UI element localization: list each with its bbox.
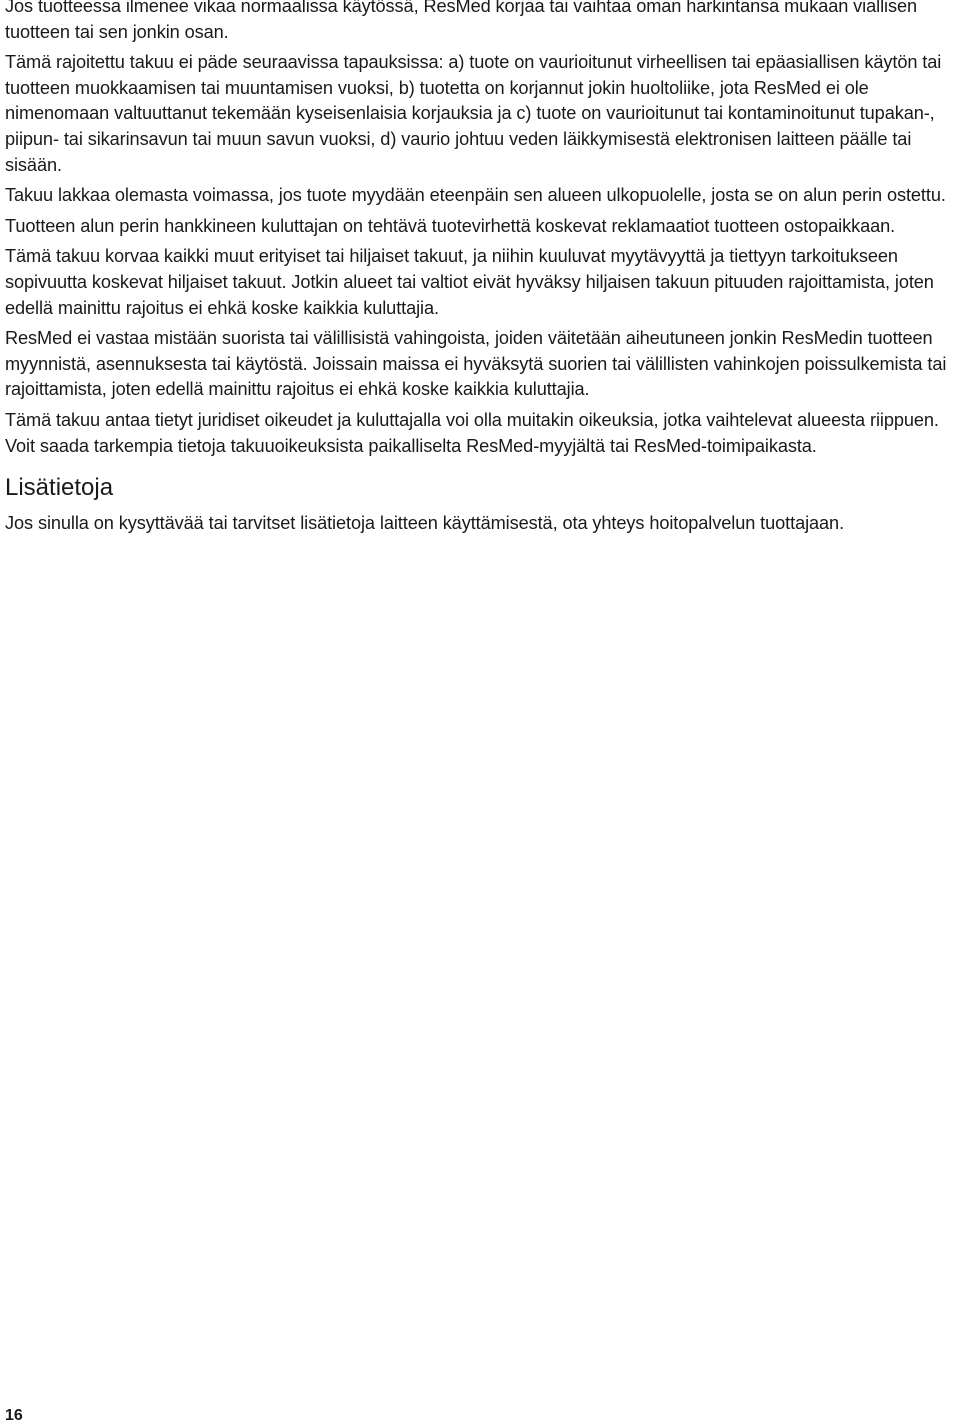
paragraph-implied-warranties: Tämä takuu korvaa kaikki muut erityiset tai hiljaiset takuut, ja niihin kuuluvat myytävyyttä ja tiettyyn tarkoitukseen sopivuutta koskevat hiljaiset takuut. Jotkin alueet tai valtiot eivät hyväksy hiljaisen takuun pituuden rajoittamista, joten edellä mainittu rajoitus ei ehkä koske kaikkia kuluttajia. (5, 246, 934, 318)
paragraph-legal-rights: Tämä takuu antaa tietyt juridiset oikeudet ja kuluttajalla voi olla muitakin oikeuksia, jotka vaihtelevat alueesta riippuen. Voit saada tarkempia tietoja takuuoikeuksista paikalliselta ResMed-myyjältä tai ResMed-toimipaikasta. (5, 409, 939, 456)
section-heading-more-info: Lisätietoja (5, 474, 114, 502)
paragraph-warranty-region: Takuu lakkaa olemasta voimassa, jos tuote myydään eteenpäin sen alueen ulkopuolelle, josta se on alun perin ostettu. (5, 185, 946, 206)
page-number: 16 (5, 1407, 23, 1424)
paragraph-liability: ResMed ei vastaa mistään suorista tai välillisistä vahingoista, joiden väitetään aiheutuneen jonkin ResMedin tuotteen myynnistä, asennuksesta tai käytöstä. Joissain maissa ei hyväksytä suorien tai välillisten vahinkojen poissulkemista tai rajoittamista, joten edellä mainittu rajoitus ei ehkä koske kaikkia kuluttajia. (5, 328, 947, 400)
document-body (5, 0, 955, 542)
paragraph-more-info: Jos sinulla on kysyttävää tai tarvitset lisätietoja laitteen käyttämisestä, ota yhteys hoitopalvelun tuottajaan. (5, 513, 845, 534)
paragraph-warranty-exclusions: Tämä rajoitettu takuu ei päde seuraavissa tapauksissa: a) tuote on vaurioitunut virheellisen tai epäasiallisen käytön tai tuotteen muokkaamisen tai muuntamisen vuoksi, b) tuotetta on korjannut jokin huoltoliike, jota ResMed ei ole nimenomaan valtuuttanut tekemään kyseisenlaisia korjauksia ja c) tuote on vaurioitunut tai kontaminoitunut tupakan-, piipun- tai sikarinsavun tai muun savun vuoksi, d) vaurio johtuu veden läikkymisestä elektronisen laitteen päälle tai sisään. (5, 52, 942, 175)
paragraph-claims: Tuotteen alun perin hankkineen kuluttajan on tehtävä tuotevirhettä koskevat reklamaatiot tuotteen ostopaikkaan. (5, 215, 896, 236)
paragraph-defect-repair: Jos tuotteessa ilmenee vikaa normaalissa käytössä, ResMed korjaa tai vaihtaa oman harkintansa mukaan viallisen tuotteen tai sen jonkin osan. (5, 0, 917, 42)
